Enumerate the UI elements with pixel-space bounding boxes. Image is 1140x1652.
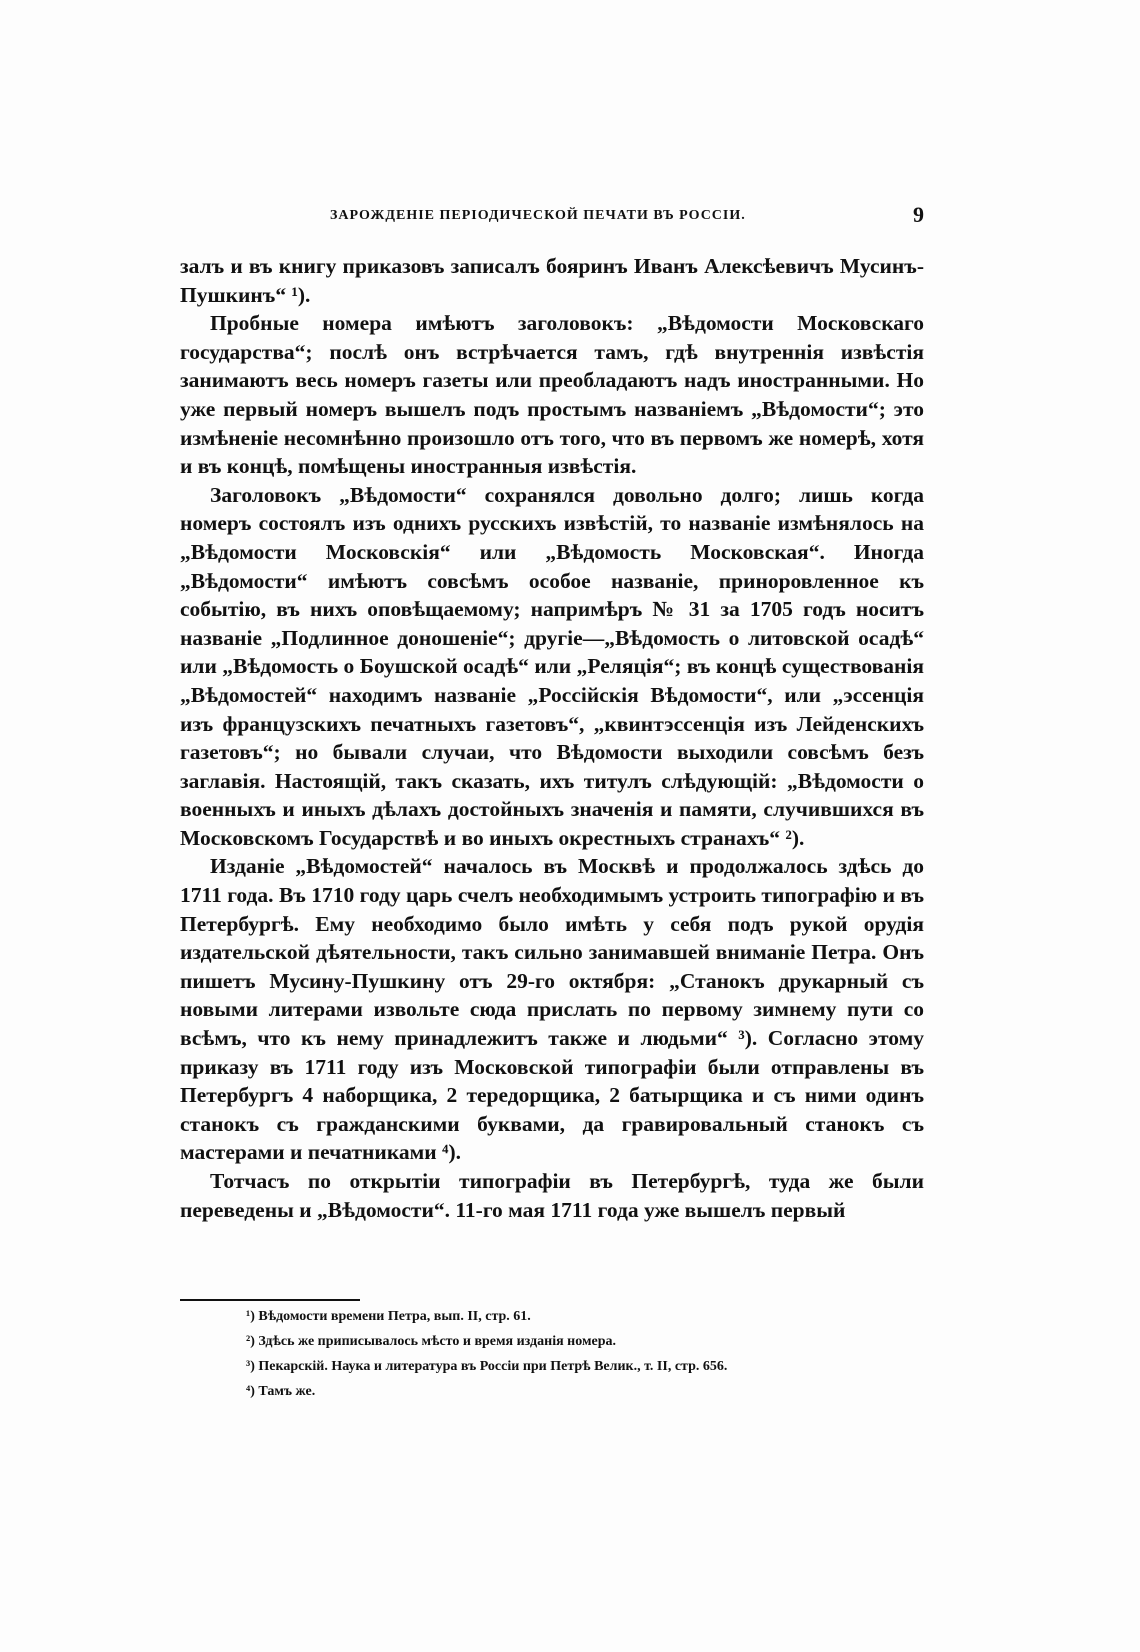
footnote: ¹) Вѣдомости времени Петра, вып. II, стр. 61. [246, 1309, 531, 1324]
paragraph: Тотчасъ по открытіи типографіи въ Петербургѣ, туда же были переведены и „Вѣдомости“. 11-го мая 1711 года уже вышелъ первый [180, 1169, 924, 1222]
running-title: ЗАРОЖДЕНІЕ ПЕРІОДИЧЕСКОЙ ПЕЧАТИ ВЪ РОССІИ. [330, 208, 746, 223]
footnote: ⁴) Тамъ же. [246, 1384, 316, 1399]
paragraph: Пробные номера имѣютъ заголовокъ: „Вѣдомости Московскаго государства“; послѣ онъ встрѣчается тамъ, гдѣ внутреннія извѣстія занимаютъ весь номеръ газеты или преобладаютъ надъ иностранными. Но уже первый номеръ вышелъ подъ простымъ названіемъ „Вѣдомости“; это измѣненіе несомнѣнно произошло отъ того, что въ первомъ же номерѣ, хотя и въ концѣ, помѣщены иностранныя извѣстія. [180, 311, 924, 479]
footnote-divider [180, 1299, 360, 1301]
body-text [180, 252, 924, 1224]
footnotes [246, 1304, 946, 1404]
page-number: 9 [913, 202, 924, 227]
footnote: ³) Пекарскій. Наука и литература въ Россіи при Петрѣ Велик., т. II, стр. 656. [246, 1359, 728, 1374]
footnote: ²) Здѣсь же приписывалось мѣсто и время изданія номера. [246, 1334, 617, 1349]
page-header [180, 202, 940, 234]
paragraph: Заголовокъ „Вѣдомости“ сохранялся довольно долго; лишь когда номеръ состоялъ изъ однихъ русскихъ извѣстій, то названіе измѣнялось на „Вѣдомости Московскія“ или „Вѣдомость Московская“. Иногда „Вѣдомости“ имѣютъ совсѣмъ особое названіе, приноровленное къ событію, въ нихъ оповѣщаемому; напримѣръ № 31 за 1705 годъ носитъ названіе „Подлинное доношеніе“; другіе—„Вѣдомость о литовской осадѣ“ или „Вѣдомость о Боушской осадѣ“ или „Реляція“; въ концѣ существованія „Вѣдомостей“ находимъ названіе „Россійскія Вѣдомости“, или „эссенція изъ французскихъ печатныхъ газетовъ“, „квинтэссенція изъ Лейденскихъ газетовъ“; но бывали случаи, что Вѣдомости выходили совсѣмъ безъ заглавія. Настоящій, такъ сказать, ихъ титулъ слѣдующій: „Вѣдомости о военныхъ и иныхъ дѣлахъ достойныхъ значенія и памяти, случившихся въ Московскомъ Государствѣ и во иныхъ окрестныхъ странахъ“ ²). [180, 482, 924, 850]
paragraph-continuation: залъ и въ книгу приказовъ записалъ бояринъ Иванъ Алексѣевичъ Мусинъ-Пушкинъ“ ¹). [180, 254, 924, 307]
paragraph: Изданіе „Вѣдомостей“ началось въ Москвѣ и продолжалось здѣсь до 1711 года. Въ 1710 году царь счелъ необходимымъ устроить типографію и въ Петербургѣ. Ему необходимо было имѣть у себя подъ рукой орудія издательской дѣятельности, такъ сильно занимавшей вниманіе Петра. Онъ пишетъ Мусину-Пушкину отъ 29-го октября: „Станокъ друкарный съ новыми литерами извольте сюда прислать по первому зимнему пути со всѣмъ, что къ нему принадлежитъ также и людьми“ ³). Согласно этому приказу въ 1711 году изъ Московской типографіи были отправлены въ Петербургъ 4 наборщика, 2 тередорщика, 2 батырщика и съ ними одинъ станокъ съ гражданскими буквами, да гравировальный станокъ съ мастерами и печатниками ⁴). [180, 854, 924, 1165]
